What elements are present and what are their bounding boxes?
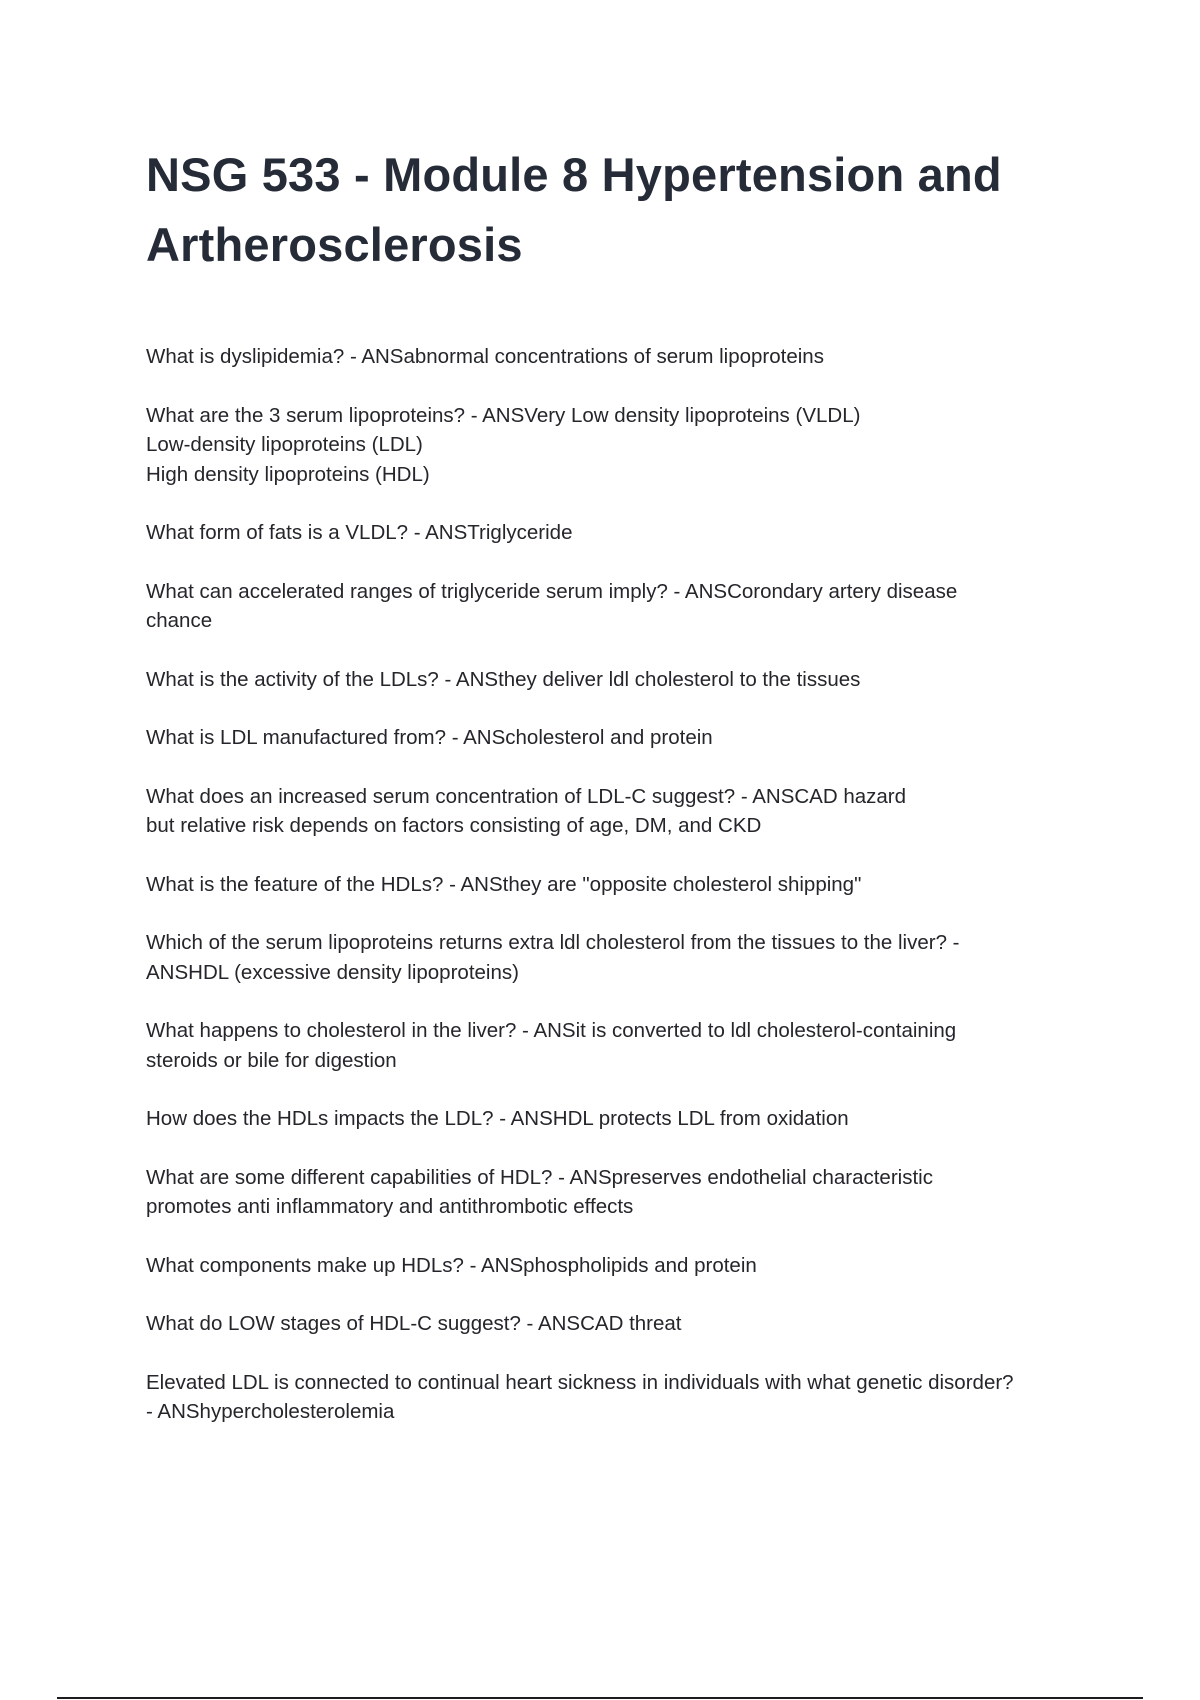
- page-title: [146, 140, 1086, 280]
- qa-item-line: What is dyslipidemia? - ANSabnormal concentrations of serum lipoproteins: [146, 345, 824, 368]
- page-bottom-rule: [57, 1697, 1143, 1699]
- qa-item-line: Low-density lipoproteins (LDL): [146, 433, 423, 456]
- qa-item-line: What is LDL manufactured from? - ANScholesterol and protein: [146, 726, 713, 749]
- qa-item: [146, 665, 1106, 695]
- qa-item-line: What does an increased serum concentration of LDL-C suggest? - ANSCAD hazard: [146, 784, 907, 808]
- qa-item: [146, 1163, 1106, 1222]
- page-title-line-1: NSG 533 - Module 8 Hypertension and: [146, 148, 1002, 201]
- qa-item-line: What components make up HDLs? - ANSphospholipids and protein: [146, 1253, 757, 1277]
- qa-item-line: chance: [146, 609, 213, 632]
- page-title-line-2: Artherosclerosis: [146, 218, 523, 271]
- qa-item-line: promotes anti inflammatory and antithrombotic effects: [146, 1195, 634, 1218]
- qa-item: [146, 928, 1106, 987]
- qa-item: [146, 1368, 1106, 1427]
- qa-item-line: What are some different capabilities of HDL? - ANSpreserves endothelial characteristic: [146, 1165, 933, 1189]
- qa-item: [146, 782, 1106, 841]
- qa-item: [146, 342, 1106, 372]
- qa-item-line: How does the HDLs impacts the LDL? - ANSHDL protects LDL from oxidation: [146, 1107, 849, 1130]
- qa-item-line: What happens to cholesterol in the liver? - ANSit is converted to ldl cholesterol-containing: [146, 1019, 957, 1042]
- qa-item-line: What can accelerated ranges of triglyceride serum imply? - ANSCorondary artery disease: [146, 579, 958, 603]
- qa-item-line: ANSHDL (excessive density lipoproteins): [146, 960, 519, 984]
- qa-item-line: Elevated LDL is connected to continual heart sickness in individuals with what genetic disorder?: [146, 1370, 1014, 1394]
- qa-item: [146, 1016, 1106, 1075]
- qa-item-line: What form of fats is a VLDL? - ANSTriglyceride: [146, 521, 573, 544]
- qa-item-line: but relative risk depends on factors consisting of age, DM, and CKD: [146, 814, 762, 837]
- qa-item: [146, 518, 1106, 548]
- qa-item: [146, 401, 1106, 490]
- qa-item-line: What is the activity of the LDLs? - ANSthey deliver ldl cholesterol to the tissues: [146, 667, 861, 691]
- qa-item: [146, 1104, 1106, 1134]
- qa-item: [146, 1251, 1106, 1281]
- qa-item: [146, 870, 1106, 900]
- qa-list: [146, 342, 1106, 1456]
- qa-item-line: What do LOW stages of HDL-C suggest? - ANSCAD threat: [146, 1312, 682, 1335]
- qa-item-line: What are the 3 serum lipoproteins? - ANSVery Low density lipoproteins (VLDL): [146, 403, 861, 427]
- qa-item-line: High density lipoproteins (HDL): [146, 462, 430, 486]
- qa-item-line: steroids or bile for digestion: [146, 1048, 397, 1072]
- qa-item-line: Which of the serum lipoproteins returns extra ldl cholesterol from the tissues to the liver? -: [146, 931, 960, 954]
- qa-item: [146, 723, 1106, 753]
- qa-item-line: - ANShypercholesterolemia: [146, 1400, 395, 1423]
- qa-item: [146, 1309, 1106, 1339]
- qa-item-line: What is the feature of the HDLs? - ANSthey are "opposite cholesterol shipping": [146, 872, 862, 896]
- qa-item: [146, 577, 1106, 636]
